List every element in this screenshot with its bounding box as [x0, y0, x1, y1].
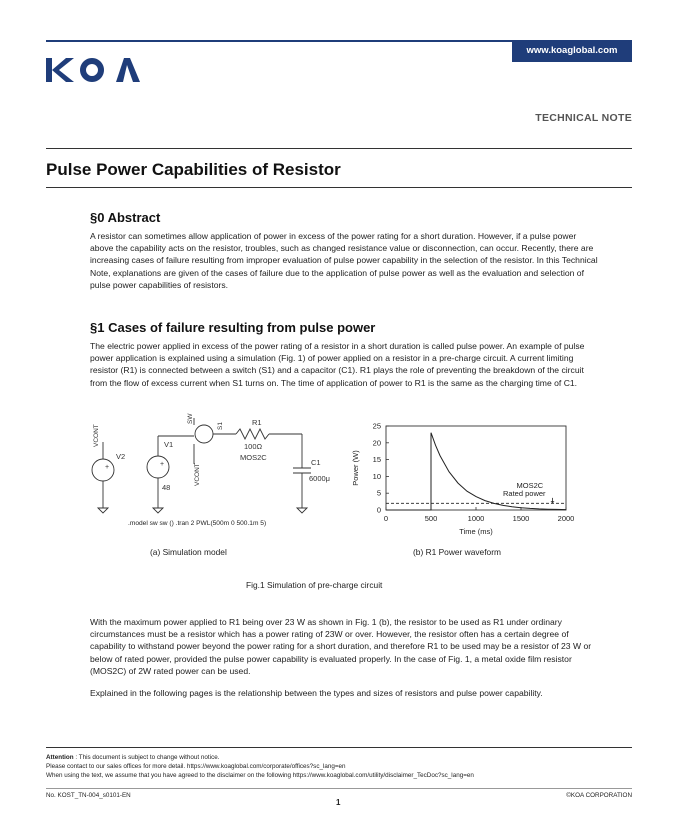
footer-disclaimer[interactable]: When using the text, we assume that you have agreed to the disclaimer on the following https://www.koaglobal.com/utility/disclaimer_TecDoc?sc_lang=en: [46, 772, 474, 779]
attention-text: : This document is subject to change without notice.: [73, 754, 220, 761]
svg-text:C1: C1: [311, 458, 321, 467]
svg-text:VCONT: VCONT: [194, 463, 201, 486]
attention-label: Attention: [46, 754, 74, 761]
section-heading-failure-cases: §1 Cases of failure resulting from pulse power: [90, 320, 376, 335]
svg-text:6000μ: 6000μ: [309, 474, 331, 483]
y-tick-label: 20: [372, 438, 381, 448]
footer-contact[interactable]: Please contact to our sales offices for more detail. https://www.koaglobal.com/corporate/offices?sc_lang=en: [46, 763, 346, 770]
footer-attention: [46, 754, 219, 761]
caption-power-waveform: (b) R1 Power waveform: [413, 547, 501, 557]
svg-text:MOS2C: MOS2C: [240, 453, 267, 462]
r1-resistor-symbol: [236, 429, 269, 439]
power-curve-line: [386, 433, 566, 510]
y-tick-label: 5: [376, 488, 381, 498]
svg-text:+: +: [160, 461, 165, 468]
section-body-abstract: A resistor can sometimes allow application of power in excess of the power rating for a short duration. However, if a pulse power above the capability acts on the resistor, troubles, such as changed resistance value or disconnection, can occur. Recently, there are increasing cases of failure resulting from improper evaluation of pulse power capability in the selection of the resistor. In this Technical Note, explanations are given of the cases of failure due to the application of pulse power as well as the evaluation and selection of pulse power capabilities of resistors.: [90, 231, 598, 290]
spice-directive: .model sw sw () .tran 2 PWL(500m 0 500.1m 5): [128, 520, 267, 527]
power-waveform-chart: [340, 416, 602, 546]
series-label-rated-power: Rated power: [503, 488, 546, 498]
svg-text:V2: V2: [116, 452, 126, 461]
x-tick-label: 500: [424, 514, 438, 523]
y-axis-label: Power (W): [351, 450, 360, 486]
svg-text:V1: V1: [164, 440, 174, 449]
title-top-rule: [46, 148, 632, 149]
x-tick-label: 0: [383, 514, 389, 523]
svg-text:100Ω: 100Ω: [244, 442, 263, 451]
svg-text:VCONT: VCONT: [93, 424, 100, 447]
title-bottom-rule: [46, 187, 632, 188]
rated-power-arrowhead: [551, 501, 555, 503]
section-heading-abstract: §0 Abstract: [90, 210, 161, 225]
y-tick-label: 10: [372, 471, 381, 481]
body-paragraph-2: Explained in the following pages is the relationship between the types and sizes of resistors and pulse power capability.: [90, 688, 543, 698]
svg-text:48: 48: [162, 483, 171, 492]
x-tick-label: 1500: [512, 514, 530, 523]
y-tick-label: 0: [376, 505, 381, 515]
copyright: ©KOA CORPORATION: [566, 792, 632, 799]
svg-text:R1: R1: [252, 418, 262, 427]
caption-simulation-model: (a) Simulation model: [150, 547, 227, 557]
figure-caption: Fig.1 Simulation of pre-charge circuit: [246, 580, 383, 590]
x-tick-label: 2000: [557, 514, 575, 523]
svg-text:+: +: [105, 464, 110, 471]
v2-source-symbol: [92, 459, 114, 481]
x-tick-label: 1000: [467, 514, 485, 523]
series-label-mos2c: MOS2C: [516, 480, 544, 490]
y-tick-label: 25: [372, 421, 381, 431]
page-number: 1: [336, 798, 341, 807]
technical-note-label: TECHNICAL NOTE: [535, 112, 632, 124]
v1-source-symbol: [147, 456, 169, 478]
website-badge[interactable]: www.koaglobal.com: [512, 40, 632, 62]
simulation-schematic: [76, 412, 346, 530]
footer-rule: [46, 747, 632, 748]
svg-text:SW: SW: [187, 413, 194, 424]
y-tick-label: 15: [372, 455, 381, 465]
switch-symbol: [195, 425, 213, 443]
koa-logo: [46, 55, 142, 85]
page-title: Pulse Power Capabilities of Resistor: [46, 160, 341, 179]
footer-bottom-rule: [46, 788, 632, 789]
body-paragraph-1: With the maximum power applied to R1 being over 23 W as shown in Fig. 1 (b), the resistor to be used as R1 under ordinary circumstances must be a resistor which has a power rating of 23W or over. However, the resistor often has a certain degree of capability to withstand power beyond the power rating for a short duration, and therefore R1 to be used may be a resistor of 23 W or below of rated power, provided the pulse power capability is evaluated properly. In the case of Fig. 1, a metal oxide film resistor (MOS2C) of 2W rated power can be used.: [90, 617, 592, 676]
svg-text:S1: S1: [217, 422, 224, 430]
document-number: No. KOST_TN-004_s0101-EN: [46, 792, 131, 799]
section-body-failure-cases: The electric power applied in excess of the power rating of a resistor in a short duration is called pulse power. An example of pulse power application is explained using a simulation (Fig. 1) of power applied on a resistor in a pre-charge circuit. A current limiting resistor (R1) is connected between a switch (S1) and a capacitor (C1). R1 plays the role of preventing the breakdown of the circuit from the flow of excess current when S1 turns on. The time of application of power to R1 is the same as the charging time of C1.: [90, 341, 585, 388]
x-axis-label: Time (ms): [459, 527, 493, 536]
